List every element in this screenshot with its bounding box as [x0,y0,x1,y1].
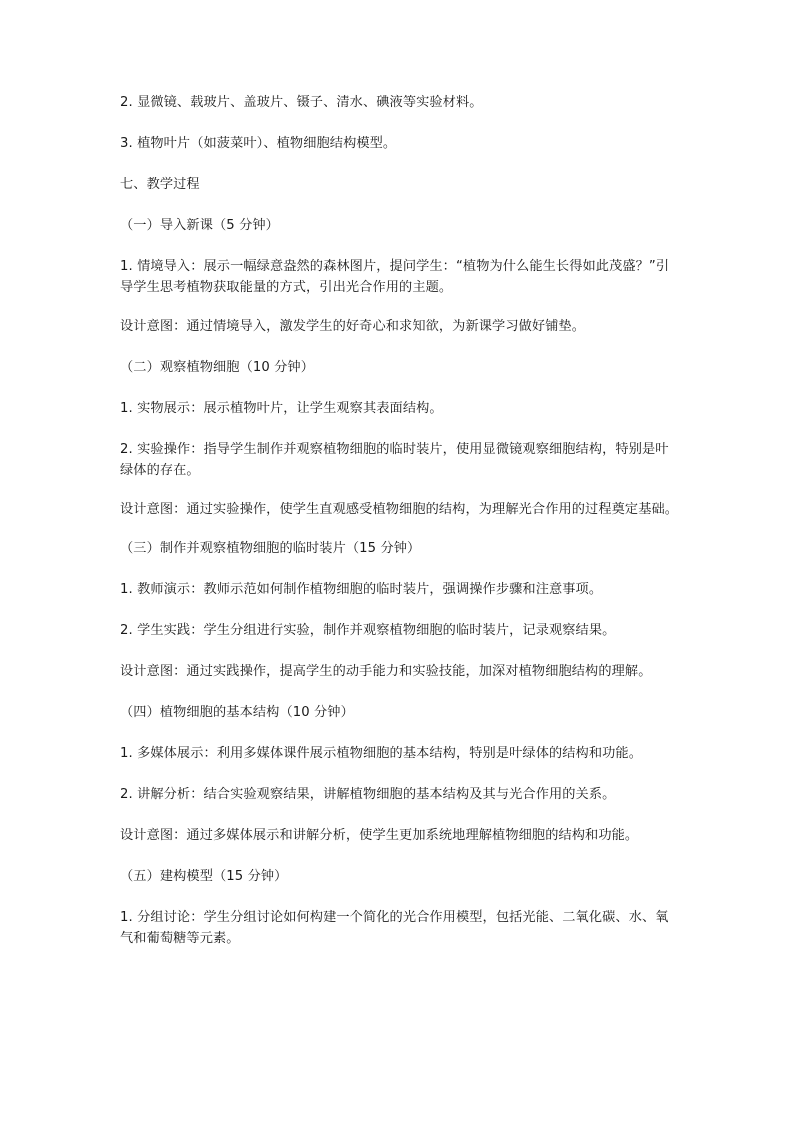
introduction-step-1: 1. 情境导入：展示一幅绿意盎然的森林图片，提问学生：“植物为什么能生长得如此茂盛？”引导学生思考植物获取能量的方式，引出光合作用的主题。 [120,259,670,295]
subsection-heading-slide-preparation: （三）制作并观察植物细胞的临时装片（15 分钟） [120,541,421,556]
slide-preparation-step-2: 2. 学生实践：学生分组进行实验，制作并观察植物细胞的临时装片，记录观察结果。 [120,623,616,638]
observe-cells-step-1: 1. 实物展示：展示植物叶片，让学生观察其表面结构。 [120,401,443,416]
materials-item-2: 2. 显微镜、载玻片、盖玻片、镊子、清水、碘液等实验材料。 [120,95,483,110]
subsection-heading-introduction: （一）导入新课（5 分钟） [120,218,279,233]
slide-preparation-step-1: 1. 教师演示：教师示范如何制作植物细胞的临时装片，强调操作步骤和注意事项。 [120,582,603,597]
cell-structure-design-intent: 设计意图：通过多媒体展示和讲解分析，使学生更加系统地理解植物细胞的结构和功能。 [120,828,639,843]
cell-structure-step-1: 1. 多媒体展示：利用多媒体课件展示植物细胞的基本结构，特别是叶绿体的结构和功能。 [120,746,642,761]
introduction-design-intent: 设计意图：通过情境导入，激发学生的好奇心和求知欲，为新课学习做好铺垫。 [120,319,586,334]
slide-preparation-design-intent: 设计意图：通过实践操作，提高学生的动手能力和实验技能，加深对植物细胞结构的理解。 [120,664,652,679]
section-heading-teaching-process: 七、教学过程 [120,177,200,192]
observe-cells-design-intent: 设计意图：通过实验操作，使学生直观感受植物细胞的结构，为理解光合作用的过程奠定基础。 [120,502,679,517]
subsection-heading-model-building: （五）建构模型（15 分钟） [120,869,288,884]
materials-item-3: 3. 植物叶片（如菠菜叶）、植物细胞结构模型。 [120,136,397,151]
model-building-step-1: 1. 分组讨论：学生分组讨论如何构建一个简化的光合作用模型，包括光能、二氧化碳、水、氧气和葡萄糖等元素。 [120,910,669,946]
observe-cells-step-2: 2. 实验操作：指导学生制作并观察植物细胞的临时装片，使用显微镜观察细胞结构，特别是叶绿体的存在。 [120,442,669,478]
cell-structure-step-2: 2. 讲解分析：结合实验观察结果，讲解植物细胞的基本结构及其与光合作用的关系。 [120,787,616,802]
subsection-heading-observe-cells: （二）观察植物细胞（10 分钟） [120,360,315,375]
document-body [120,92,680,967]
subsection-heading-cell-structure: （四）植物细胞的基本结构（10 分钟） [120,705,354,720]
